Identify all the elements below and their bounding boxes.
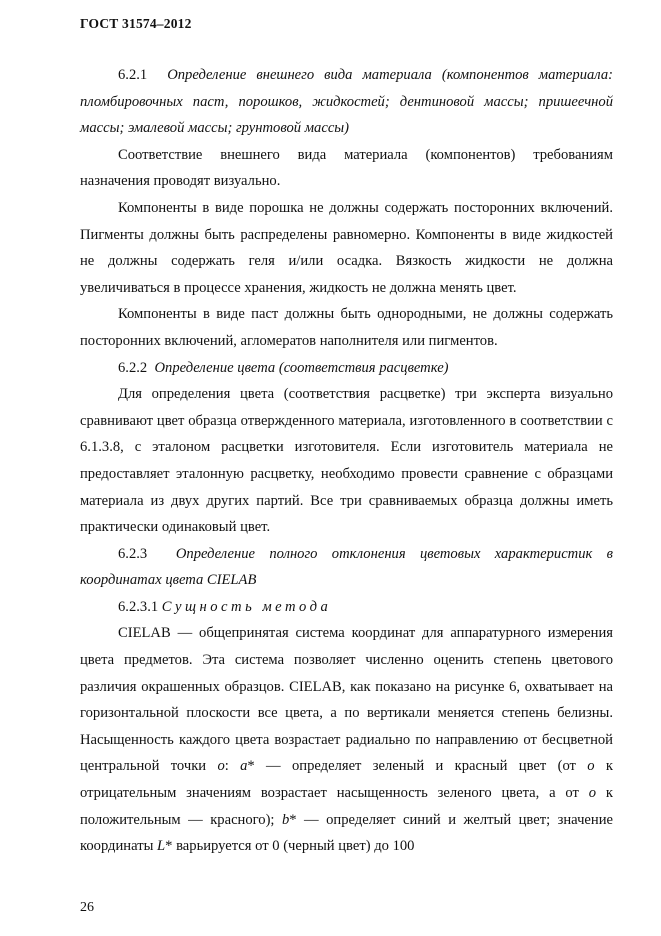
paragraph-paste-components: Компоненты в виде паст должны быть однородными, не должны содержать посторонних включений, агломератов наполнителя или пигментов.: [80, 306, 613, 349]
section-title: Определение полного отклонения цветовых характеристик в координатах цвета CIELAB: [80, 545, 614, 589]
document-header: ГОСТ 31574–2012: [80, 16, 192, 31]
section-title: Сущность метода: [161, 598, 332, 615]
paragraph-color-determination: Для определения цвета (соответствия расцветке) три эксперта визуально сравнивают цвет образца отвержденного материала, изготовленного в соответствии с 6.1.3.8, с эталоном расцветки изготовителя. Если изготовитель материала не предоставляет эталонную расцветку, необходимо провести сравнение с образцами материала из двух других партий. Все три сравниваемых образца должны иметь практически одинаковый цвет.: [80, 386, 613, 536]
section-number: 6.2.1: [118, 67, 148, 83]
text-run: CIELAB — общепринятая система координат для аппаратурного измерения цвета предметов. Эта система позволяет численно оценить степень цветового различия окрашенных образцов. CIELAB, как показано на рисунке 6, охватывает на горизонтальной плоскости все цвета, а по вертикали меняется степень белизны. Насыщенность каждого цвета возрастает радиально по направлению от бесцветной центральной точки: [80, 625, 613, 775]
section-title: Определение внешнего вида материала (компонентов материала: пломбировочных паст, порошков, жидкостей; дентиновой массы; пришеечной массы; эмалевой массы; грунтовой массы): [80, 67, 613, 137]
section-number: 6.2.3.1: [118, 598, 159, 615]
text-run: :: [224, 758, 241, 775]
paragraph-powder-components: Компоненты в виде порошка не должны содержать посторонних включений. Пигменты должны быть распределены равномерно. Компоненты в виде жидкостей не должны содержать геля и/или осадка. Вязкость жидкости не должна увеличиваться в процессе хранения, жидкость не должна менять цвет.: [80, 199, 613, 296]
section-6-2-1-heading: [80, 62, 613, 142]
section-6-2-3-heading: [80, 541, 613, 594]
text-run: * — определяет зеленый и красный цвет (от: [247, 758, 588, 775]
paragraph-cielab-description: [80, 620, 613, 859]
symbol-a: a: [240, 758, 248, 775]
text-run: * варьируется от 0 (черный цвет) до 100: [165, 838, 415, 855]
section-number: 6.2.3: [118, 545, 148, 562]
page-number: 26: [80, 900, 94, 915]
section-number: 6.2.2: [118, 359, 148, 376]
symbol-o: o: [588, 785, 597, 802]
text-run: * — определяет синий и желтый цвет; значение координаты: [80, 811, 613, 855]
section-6-2-3-1-heading: [80, 594, 613, 621]
symbol-L: L: [157, 838, 166, 855]
paragraph-appearance-check: Соответствие внешнего вида материала (компонентов) требованиям назначения проводят визуально.: [80, 146, 613, 190]
section-title: Определение цвета (соответствия расцветке): [154, 359, 449, 376]
section-6-2-2-heading: [80, 355, 613, 382]
document-body: [80, 62, 613, 860]
symbol-o: o: [587, 758, 595, 775]
text-run: к отрицательным значениям возрастает насыщенность зеленого цвета, а от: [80, 758, 613, 802]
symbol-o: o: [217, 758, 225, 775]
text-run: к положительным — красного);: [80, 785, 613, 828]
symbol-b: b: [281, 811, 290, 828]
